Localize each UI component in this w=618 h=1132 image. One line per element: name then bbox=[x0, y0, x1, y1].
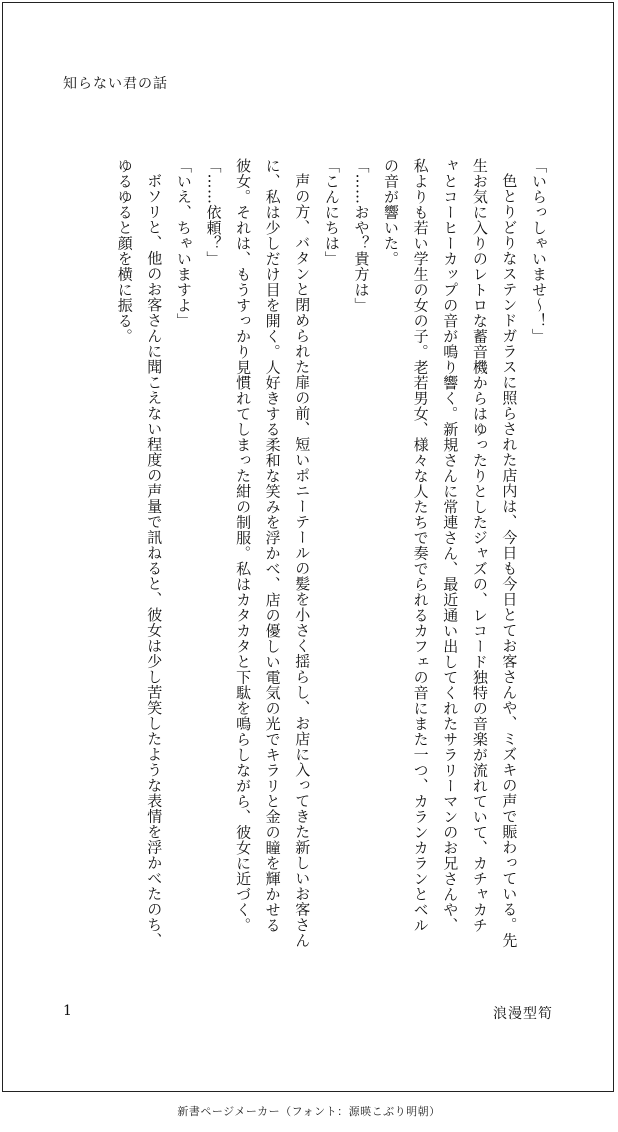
running-title: 知らない君の話 bbox=[63, 76, 168, 92]
vertical-body-text bbox=[73, 158, 553, 948]
paragraph: 「……依頼？」 bbox=[204, 158, 223, 267]
paragraph: 「……おや？貴方は」 bbox=[352, 158, 371, 313]
paragraph: 「こんにちは」 bbox=[322, 158, 341, 267]
author-name: 浪漫型筍 bbox=[493, 1006, 553, 1022]
paragraph: ボソリと、他のお客さんに聞こえない程度の声量で訊ねると、彼女は少し苦笑したような表情を浮かべたのち、ゆるゆると顔を横に振る。 bbox=[115, 158, 164, 948]
paragraph: 「いらっしゃいませ～！」 bbox=[530, 158, 548, 344]
paragraph: 声の方、バタンと閉められた扉の前、短いポニーテールの髪を小さく揺らし、お店に入ってきた新しいお客さんに、私は少しだけ目を開く。人好きする柔和な笑みを浮かべ、店の優しい電気の光でキラリと金の瞳を輝かせる彼女。それは、もうすっかり見慣れてしまった紺の制服。私はカタカタと下駄を鳴らしながら、彼女に近づく。 bbox=[234, 158, 312, 948]
page-number: 1 bbox=[63, 1003, 72, 1019]
generator-credit: 新書ページメーカー（フォント：源暎こぶり明朝） bbox=[177, 1105, 441, 1118]
page-frame bbox=[2, 2, 614, 1092]
paragraph: 色とりどりなステンドガラスに照らされた店内は、今日も今日とてお客さんや、ミズキの声で賑わっている。先生お気に入りのレトロな蓄音機からはゆったりとしたジャズの、レコード独特の音楽が流れていて、カチャカチャとコーヒーカップの音が鳴り響く。新規さんに常連さん、最近通い出してくれたサラリーマンのお兄さんや、私よりも若い学生の女の子。老若男女、様々な人たちで奏でられるカフェの音にまた一つ、カランカランとベルの音が響いた。 bbox=[382, 158, 519, 948]
paragraph: 「いえ、ちゃいますよ」 bbox=[174, 158, 193, 329]
